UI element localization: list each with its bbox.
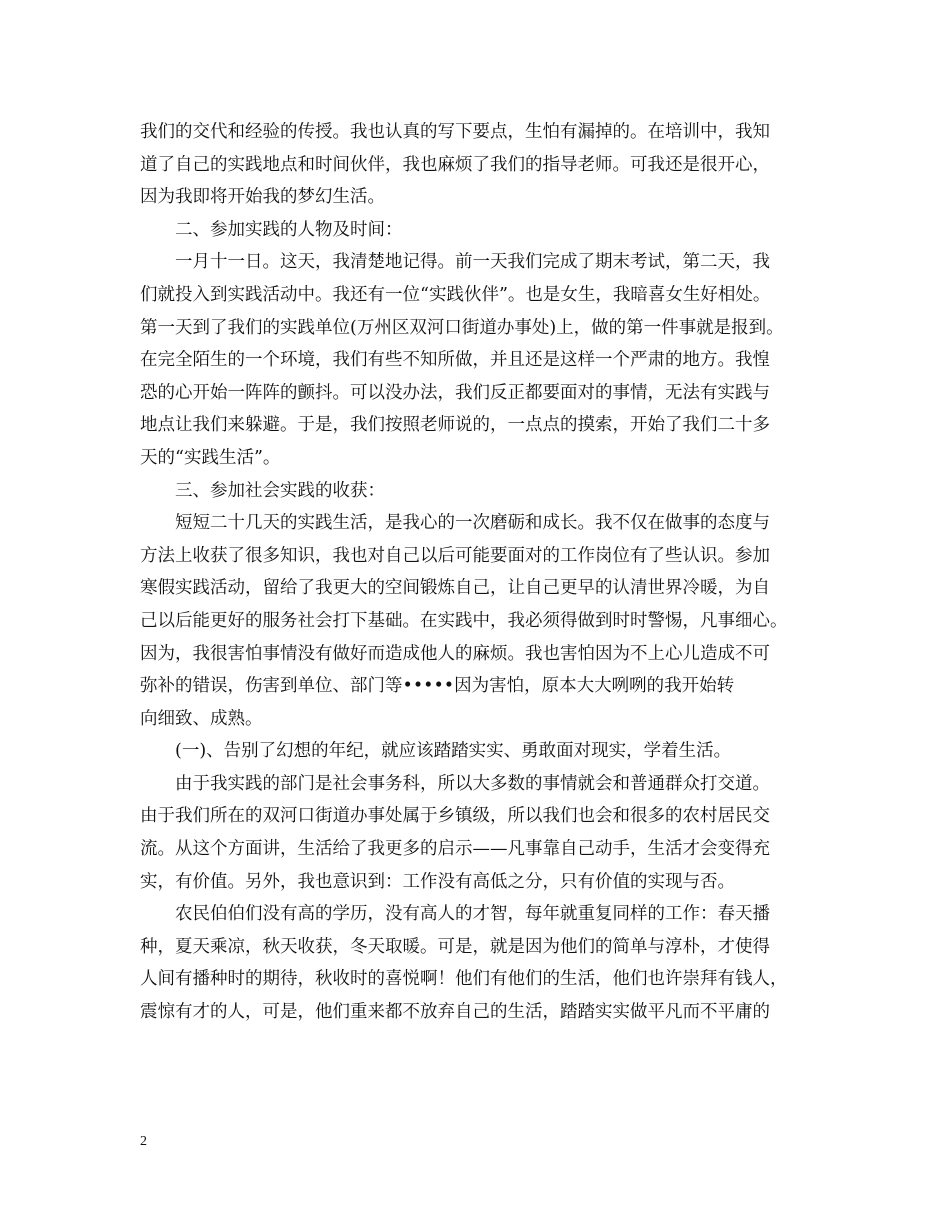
- text-line: 在完全陌生的一个环境，我们有些不知所做，并且还是这样一个严肃的地方。我惶: [140, 350, 770, 371]
- text-line: 种，夏天乘凉，秋天收获，冬天取暖。可是，就是因为他们的简单与淳朴，才使得: [140, 936, 770, 957]
- text-line: 三、参加社会实践的收获：: [175, 480, 385, 501]
- page-number: 2: [140, 1134, 147, 1149]
- text-line: 天的“实践生活”。: [140, 447, 281, 468]
- text-line: 二、参加实践的人物及时间：: [175, 219, 403, 240]
- text-line: 由于我实践的部门是社会事务科，所以大多数的事情就会和普通群众打交道。: [175, 773, 770, 794]
- text-line: 农民伯伯们没有高的学历，没有高人的才智，每年就重复同样的工作：春天播: [175, 904, 770, 925]
- text-line: 一月十一日。这天，我清楚地记得。前一天我们完成了期末考试，第二天，我: [175, 252, 770, 273]
- text-line: 我们的交代和经验的传授。我也认真的写下要点，生怕有漏掉的。在培训中，我知: [140, 122, 770, 142]
- text-line: 方法上收获了很多知识，我也对自己以后可能要面对的工作岗位有了些认识。参加: [140, 545, 770, 566]
- text-line: 己以后能更好的服务社会打下基础。在实践中，我必须得做到时时警惕，凡事细心。: [140, 610, 788, 631]
- text-line: 地点让我们来躲避。于是，我们按照老师说的，一点点的摸索，开始了我们二十多: [140, 415, 770, 436]
- text-line: 人间有播种时的期待，秋收时的喜悦啊！他们有他们的生活，他们也许崇拜有钱人，: [140, 969, 788, 990]
- text-line: 短短二十几天的实践生活，是我心的一次磨砺和成长。我不仅在做事的态度与: [175, 513, 770, 534]
- text-line: 恐的心开始一阵阵的颤抖。可以没办法，我们反正都要面对的事情，无法有实践与: [140, 382, 770, 403]
- text-line: (一)、告别了幻想的年纪，就应该踏踏实实、勇敢面对现实，学着生活。: [175, 741, 732, 762]
- text-line: 因为我即将开始我的梦幻生活。: [140, 187, 385, 208]
- text-line: 因为，我很害怕事情没有做好而造成他人的麻烦。我也害怕因为不上心儿造成不可: [140, 643, 770, 664]
- text-line: 流。从这个方面讲，生活给了我更多的启示——凡事靠自己动手，生活才会变得充: [140, 839, 770, 860]
- text-line: 们就投入到实践活动中。我还有一位“实践伙伴”。也是女生，我暗喜女生好相处。: [140, 284, 771, 305]
- text-line: 向细致、成熟。: [140, 708, 263, 729]
- text-line: 震惊有才的人，可是，他们重来都不放弃自己的生活，踏踏实实做平凡而不平庸的: [140, 1002, 770, 1023]
- text-line: 道了自己的实践地点和时间伙伴，我也麻烦了我们的指导老师。可我还是很开心，: [140, 154, 770, 175]
- text-line: 寒假实践活动，留给了我更大的空间锻炼自己，让自己更早的认清世界冷暖，为自: [140, 578, 770, 599]
- body-text: [140, 116, 812, 1029]
- text-line: 第一天到了我们的实践单位(万州区双河口街道办事处)上，做的第一件事就是报到。: [140, 317, 784, 338]
- text-line: 实，有价值。另外，我也意识到：工作没有高低之分，只有价值的实现与否。: [140, 871, 735, 892]
- text-line: 由于我们所在的双河口街道办事处属于乡镇级，所以我们也会和很多的农村居民交: [140, 806, 770, 827]
- text-line: 弥补的错误，伤害到单位、部门等•••••因为害怕，原本大大咧咧的我开始转: [140, 676, 735, 697]
